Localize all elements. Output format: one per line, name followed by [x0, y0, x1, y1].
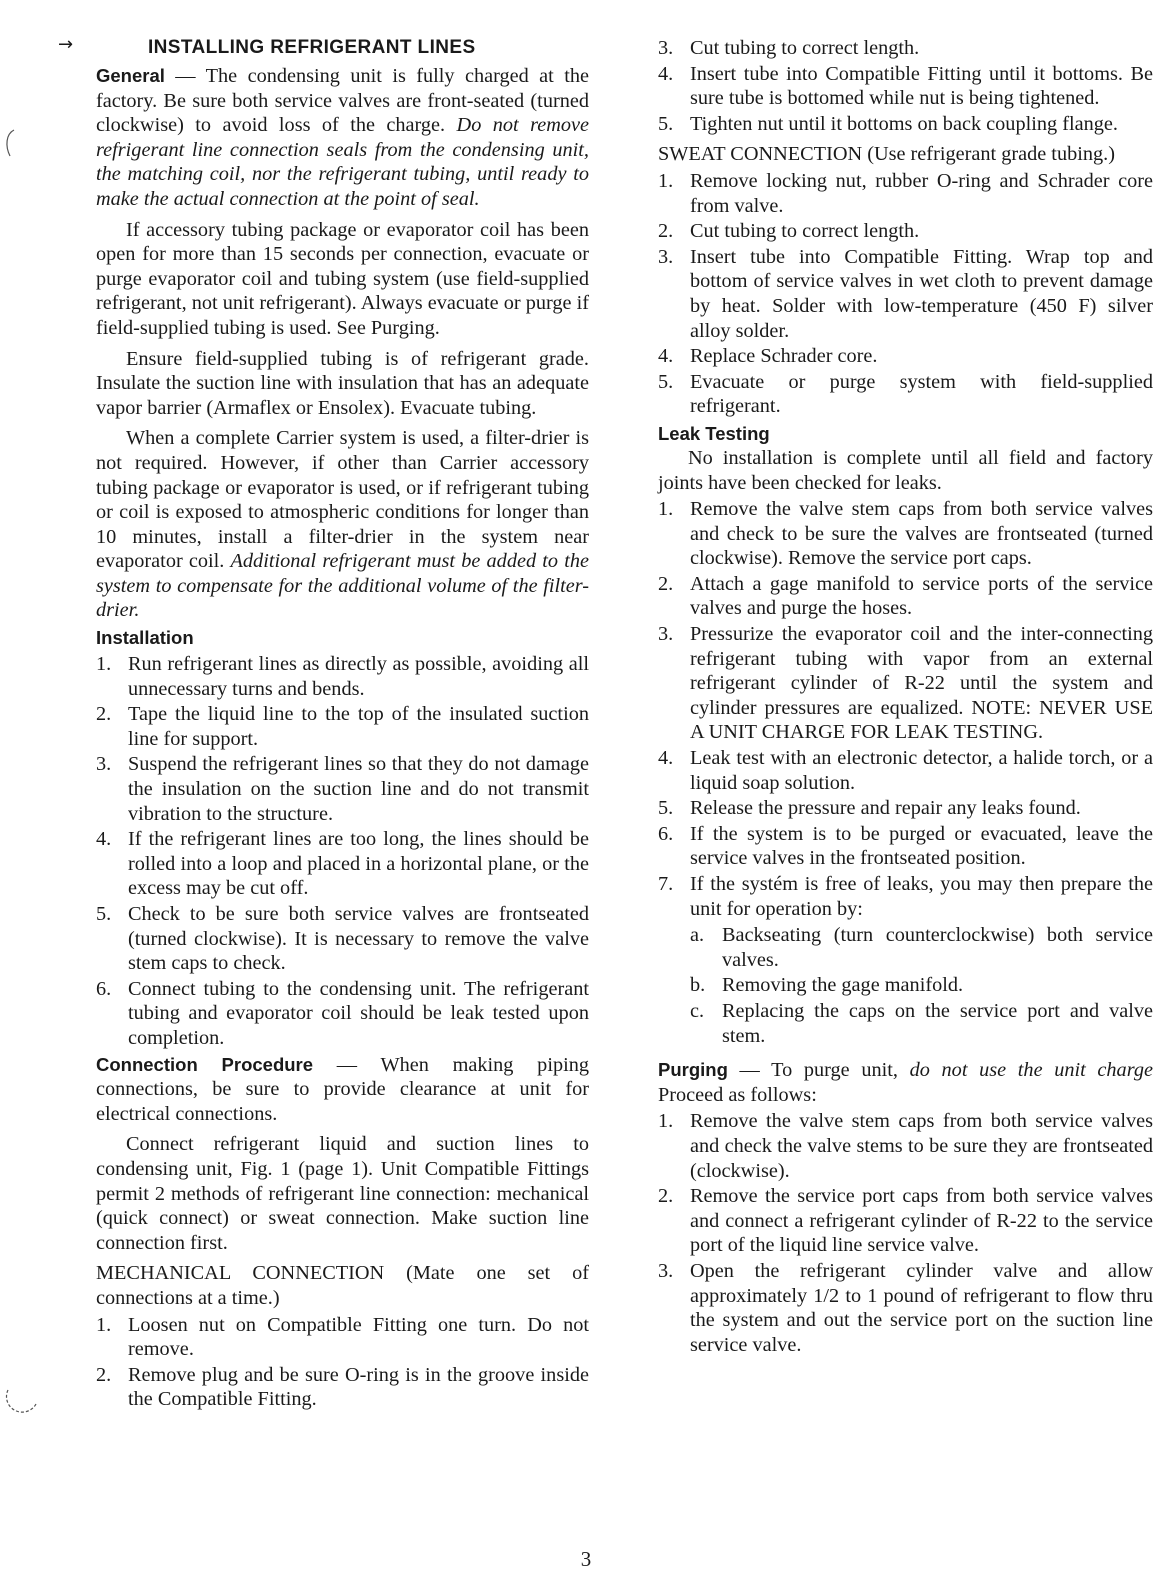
list-item-number: 3. — [658, 1259, 674, 1282]
list-item — [658, 622, 1153, 745]
list-item-number: 5. — [96, 903, 112, 925]
list-item-text: Check to be sure both service valves are frontseated (turned clockwise). It is necessary to remove the valve stem caps to check. — [128, 903, 589, 975]
list-item-number: 5. — [658, 797, 674, 820]
list-item — [658, 245, 1153, 343]
list-item — [658, 822, 1153, 871]
sub-list-item-letter: c. — [690, 999, 705, 1022]
list-item-text: Insert tube into Compatible Fitting. Wrap top and bottom of service valves in wet cloth to prevent damage by heat. Solder with low-temperature (450 F) silver alloy solder. — [690, 245, 1153, 342]
list-item-number: 1. — [658, 1110, 674, 1133]
leak-testing-intro: No installation is complete until all field and factory joints have been checked for leaks. — [658, 446, 1153, 494]
list-item — [658, 497, 1153, 571]
installation-heading: Installation — [96, 627, 194, 649]
leak-testing-list — [658, 497, 1153, 1048]
list-item-text: Attach a gage manifold to service ports of the service valves and purge the hoses. — [690, 572, 1153, 620]
list-item-text: Remove the service port caps from both service valves and connect a refrigerant cylinder of R-22 to the service port of the liquid line service valve. — [690, 1185, 1153, 1257]
sub-list-item — [690, 999, 1153, 1048]
list-item-number: 7. — [658, 873, 674, 895]
margin-scan-mark-top — [2, 128, 16, 158]
purging-italic-text: do not use the unit charge — [909, 1059, 1153, 1082]
list-item-text: If the refrigerant lines are too long, the lines should be rolled into a loop and placed in a horizontal plane, or the excess may be cut off. — [128, 828, 589, 900]
list-item-number: 6. — [96, 977, 112, 1000]
general-text: The condensing unit is fully charged at the factory. Be sure both service valves are front-seated (turned clockwise) to avoid loss of the charge. — [96, 65, 589, 137]
list-item-number: 4. — [658, 345, 674, 368]
list-item-text: Evacuate or purge system with field-supplied refrigerant. — [690, 370, 1153, 418]
sub-list-item-text: Backseating (turn counterclockwise) both service valves. — [722, 924, 1153, 971]
list-item-text: Run refrigerant lines as directly as possible, avoiding all unnecessary turns and bends. — [128, 653, 589, 700]
list-item-text: Remove locking nut, rubber O-ring and Schrader core from valve. — [690, 169, 1153, 217]
list-item-number: 1. — [658, 498, 674, 521]
list-item-number: 4. — [658, 62, 674, 85]
sweat-list — [658, 169, 1153, 419]
sub-list-item-text: Replacing the caps on the service port and valve stem. — [722, 999, 1153, 1047]
connection-text: When making piping connections, be sure to provide clearance at unit for electrical connections. — [96, 1053, 590, 1125]
leak-testing-heading: Leak Testing — [658, 422, 770, 444]
list-item-number: 2. — [658, 572, 674, 595]
list-item — [96, 1363, 589, 1412]
list-item-number: 3. — [96, 753, 112, 776]
mechanical-list — [96, 1313, 589, 1412]
list-item-number: 2. — [96, 703, 112, 726]
general-heading: General — [96, 65, 165, 86]
list-item-number: 6. — [658, 822, 674, 845]
general-paragraph — [96, 64, 589, 212]
purging-text: To purge unit, — [771, 1059, 910, 1082]
accessory-paragraph: If accessory tubing package or evaporator coil has been open for more than 15 seconds per connection, evacuate or purge evaporator coil and tubing system (use field-supplied refrigerant, not unit refrigerant). Always evacuate or purge if field-supplied tubing is used. See Purging. — [96, 218, 589, 339]
list-item-number: 1. — [96, 653, 112, 676]
list-item — [96, 652, 589, 701]
list-item-text: If the systém is free of leaks, you may then prepare the unit for operation by: — [690, 873, 1153, 920]
list-item-text: If the system is to be purged or evacuated, leave the service valves in the frontseated position. — [690, 822, 1153, 870]
list-item — [658, 344, 1153, 369]
sub-list-item-letter: b. — [690, 974, 706, 997]
list-item — [658, 1184, 1153, 1258]
list-item-text: Leak test with an electronic detector, a halide torch, or a liquid soap solution. — [690, 747, 1153, 794]
left-column — [96, 36, 589, 1413]
filter-drier-paragraph — [96, 426, 589, 623]
sweat-connection-heading: SWEAT CONNECTION (Use refrigerant grade tubing.) — [658, 143, 1115, 166]
page-title: INSTALLING REFRIGERANT LINES — [148, 37, 476, 58]
general-italic-text: Do not remove refrigerant line connection seals from the condensing unit, the matching coil, nor the refrigerant tubing, until ready to make the actual connection at the point of seal. — [96, 114, 590, 210]
list-item-number: 3. — [658, 245, 674, 268]
sub-list-item-text: Removing the gage manifold. — [722, 974, 964, 997]
page-number: 3 — [580, 1547, 592, 1571]
list-item — [658, 572, 1153, 621]
list-item-text: Remove plug and be sure O-ring is in the groove inside the Compatible Fitting. — [128, 1363, 589, 1411]
list-item-text: Tape the liquid line to the top of the insulated suction line for support. — [128, 703, 589, 750]
list-item-text: Suspend the refrigerant lines so that they do not damage the insulation on the suction line and do not transmit vibration to the structure. — [128, 753, 589, 825]
list-item — [658, 112, 1153, 137]
list-item-text: Remove the valve stem caps from both service valves and check to be sure the valves are frontseated (turned clockwise). Remove the service port caps. — [690, 498, 1153, 570]
mechanical-connection-heading: MECHANICAL CONNECTION (Mate one set of connections at a time.) — [96, 1262, 589, 1309]
list-item — [96, 702, 589, 751]
list-item — [96, 752, 589, 826]
list-item-number: 5. — [658, 112, 674, 135]
list-item-text: Cut tubing to correct length. — [690, 220, 920, 243]
list-item — [658, 62, 1153, 111]
list-item-number: 5. — [658, 370, 674, 393]
list-item-number: 4. — [658, 747, 674, 770]
filter-drier-italic-text: Additional refrigerant must be added to the system to compensate for the additional volume of the filter-drier. — [96, 550, 589, 622]
filter-drier-text: When a complete Carrier system is used, a filter-drier is not required. However, if other than Carrier accessory tubing package or evaporator is used, or if refrigerant tubing or coil is exposed to atmospheric conditions for longer than 10 minutes, install a filter-drier in the system near evaporator coil. — [96, 427, 589, 573]
connection-heading: Connection Procedure — [96, 1053, 314, 1075]
list-item — [658, 872, 1153, 1048]
list-item-text: Tighten nut until it bottoms on back coupling flange. — [690, 112, 1118, 135]
right-column — [658, 36, 1153, 1358]
list-item-text: Insert tube into Compatible Fitting until it bottoms. Be sure tube is bottomed while nut is being tightened. — [690, 62, 1153, 110]
sub-list-item — [690, 923, 1153, 972]
list-item — [96, 977, 589, 1051]
margin-arrow: → — [58, 34, 74, 55]
list-item-text: Open the refrigerant cylinder valve and allow approximately 1/2 to 1 pound of refrigerant to flow thru the system and out the service port on the suction line service valve. — [690, 1259, 1153, 1356]
list-item — [658, 746, 1153, 795]
list-item — [658, 36, 1153, 61]
purging-list — [658, 1109, 1153, 1357]
list-item — [96, 1313, 589, 1362]
purging-end-text: Proceed as follows: — [658, 1083, 817, 1106]
mechanical-list-continued — [658, 36, 1153, 136]
connection-paragraph — [96, 1053, 589, 1127]
list-item-number: 1. — [658, 169, 674, 192]
tubing-grade-paragraph: Ensure field-supplied tubing is of refrigerant grade. Insulate the suction line with insulation that has an adequate vapor barrier (Armaflex or Ensolex). Evacuate tubing. — [96, 347, 589, 419]
list-item-text: Remove the valve stem caps from both service valves and check the valve stems to be sure they are frontseated (clockwise). — [690, 1110, 1153, 1182]
list-item — [658, 219, 1153, 244]
installation-list — [96, 652, 589, 1051]
list-item — [658, 1109, 1153, 1183]
list-item-number: 3. — [658, 37, 674, 59]
list-item — [96, 902, 589, 976]
list-item — [658, 1259, 1153, 1357]
list-item-number: 3. — [658, 623, 674, 646]
list-item-text: Pressurize the evaporator coil and the inter-connecting refrigerant tubing with vapor from an external refrigerant cylinder of R-22 until the system and cylinder pressures are equalized. NOTE: NEVER USE A UNIT CHARGE FOR LEAK TESTING. — [690, 623, 1153, 744]
fittings-paragraph: Connect refrigerant liquid and suction lines to condensing unit, Fig. 1 (page 1). Unit Compatible Fittings permit 2 methods of refrigerant line connection: mechanical (quick connect) or sweat connection. Make suction line connection first. — [96, 1133, 589, 1254]
margin-scan-mark-bottom — [2, 1388, 38, 1418]
list-item — [658, 370, 1153, 419]
list-item — [658, 169, 1153, 218]
general-dash: — — [164, 65, 206, 87]
connection-dash: — — [313, 1053, 381, 1076]
list-item-number: 2. — [658, 1185, 674, 1208]
list-item-number: 2. — [96, 1363, 112, 1386]
purging-heading: Purging — [658, 1059, 728, 1081]
purging-paragraph — [658, 1058, 1153, 1107]
sub-list-item — [690, 973, 1153, 998]
list-item-text: Loosen nut on Compatible Fitting one turn. Do not remove. — [128, 1313, 589, 1361]
list-item-number: 1. — [96, 1313, 112, 1336]
list-item — [658, 796, 1153, 821]
list-item-text: Replace Schrader core. — [690, 345, 878, 368]
operation-sub-list — [690, 923, 1153, 1048]
sub-list-item-letter: a. — [690, 924, 705, 947]
list-item-text: Cut tubing to correct length. — [690, 37, 920, 59]
list-item-text: Connect tubing to the condensing unit. The refrigerant tubing and evaporator coil should be leak tested upon completion. — [128, 977, 589, 1049]
list-item — [96, 827, 589, 901]
list-item-number: 2. — [658, 220, 674, 243]
purging-dash: — — [727, 1059, 772, 1082]
list-item-number: 4. — [96, 828, 112, 851]
list-item-text: Release the pressure and repair any leaks found. — [690, 797, 1081, 820]
